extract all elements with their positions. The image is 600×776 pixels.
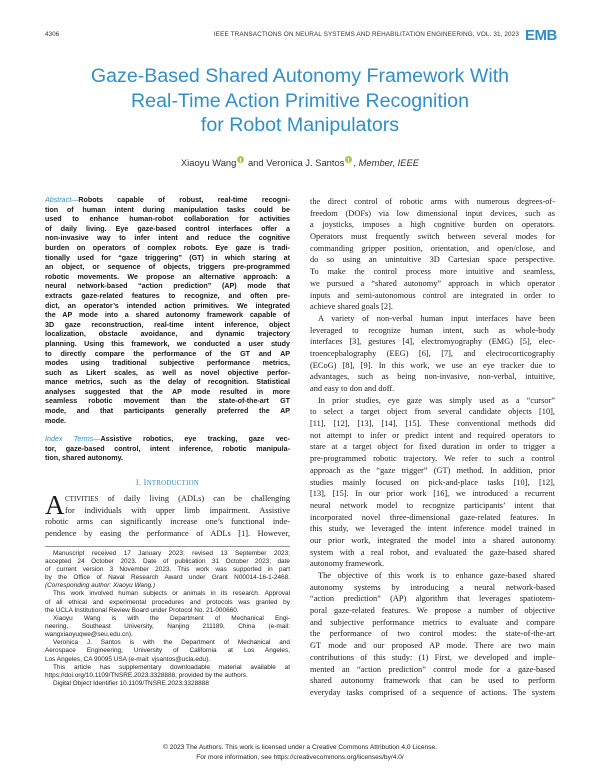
abstract-line [45, 311, 290, 321]
body-text-line [45, 493, 290, 505]
abstract-line [45, 369, 290, 379]
footnote-line: neering, Southeast University, Nanjing 211189, China (e-mail: [45, 623, 290, 631]
body-text-line: we pursued a “shared autonomy” approach in which operator [310, 278, 555, 288]
body-text-line: mented an “action prediction” control mode for a gaze-based [310, 664, 555, 674]
abstract-line [45, 321, 290, 331]
body-text-line: autonomy framework. [310, 559, 385, 569]
license-line: © 2023 The Authors. This work is licensed under a Creative Commons Attribution 4.0 License. [162, 744, 437, 751]
body-text-line: autonomy systems by introducing a neural network-based [310, 582, 555, 592]
footnote-line: This work involved human subjects or animals in its research. Approval [53, 590, 290, 598]
body-text-line: our prior work, integrated the model into a shared autonomy [310, 535, 555, 545]
abstract-text: planning. Using this framework, we conducted a user study [45, 339, 290, 348]
body-text-line: neural network model to recognize participants’ intent that [310, 500, 555, 510]
abstract-line [45, 340, 290, 350]
abstract-text: to directly compare the performance of the GT and AP [45, 349, 290, 358]
index-terms-text: tor, gaze-based control, intent inference, robotic manipula- [45, 444, 290, 453]
title-line: Real-Time Action Primitive Recognition [131, 89, 469, 112]
orcid-icon[interactable] [345, 156, 352, 163]
abstract-line [45, 254, 290, 264]
abstract-line [45, 263, 290, 273]
body-text-line: freedom (DOFs) via low dimensional input devices, such as [310, 208, 555, 218]
logo-text: EMB [525, 27, 557, 44]
body-text-line: do so using an unintuitive 3D Cartesian space perspective. [310, 255, 555, 265]
body-text-line: GT mode and our proposed AP mode. There are two main [310, 641, 555, 651]
abstract-label: Abstract— [45, 196, 79, 204]
body-text-line: everyday tasks comprised of a sequence of actions. The system [310, 687, 555, 697]
footnote-divider [45, 546, 290, 547]
abstract-text: mode, and that participants generally preferred the AP [45, 407, 290, 416]
abstract-text: Robots capable of robust, real-time recogni- [78, 196, 290, 204]
section-title-rest: NTRODUCTION [146, 480, 200, 488]
running-header [45, 27, 557, 44]
index-terms-line [45, 435, 290, 445]
body-text-line: system with a real robot, and evaluated the gaze-based shared [310, 547, 555, 557]
body-text-line: pre-programmed robotic trajectory. We refer to such a control [310, 454, 555, 464]
body-text-line: In prior studies, eye gaze was simply used as a “cursor” [318, 395, 555, 405]
author-name: Veronica J. Santos [266, 157, 345, 168]
first-word-rest: CTIVITIES [65, 495, 99, 504]
footnote-line: https://doi.org/10.1109/TNSRE.2023.3328888, provided by the authors. [45, 671, 248, 679]
footnote-line: of current version 3 November 2023. This work was supported in part [45, 566, 290, 574]
body-text-line: poral gaze-related features. We propose a number of objective [310, 606, 555, 616]
body-text-line: leveraged to recognize human intent, such as whole-body [310, 325, 555, 335]
body-text-line: shared autonomy framework that can be used to perform [310, 676, 555, 686]
body-text-line: not attempt to infer or predict intent and required operators to [310, 430, 555, 440]
embs-logo [525, 27, 555, 47]
body-text-line: [13], [15]. In our prior work [16], we introduced a recurrent [310, 489, 555, 499]
section-numeral: I. [135, 478, 142, 488]
body-text: for individuals with upper limb impairment. Assistive [65, 505, 290, 515]
footnote-line: Los Angeles, CA 90095 USA (e-mail: vjsantos@ucla.edu). [45, 655, 211, 663]
footnote-line: Manuscript received 17 January 2023; revised 13 September 2023; [53, 549, 290, 557]
abstract-line [45, 359, 290, 369]
journal-name: IEEE TRANSACTIONS ON NEURAL SYSTEMS AND REHABILITATION ENGINEERING, VOL. 31, 2023 [213, 31, 519, 38]
index-terms-text: tion, shared autonomy. [45, 454, 124, 463]
body-text-line: commanding gripper position, orientation, and open/close, and [310, 243, 555, 253]
body-text-line: to select a target object from several candidate objects [10], [310, 407, 555, 417]
abstract-text: such as Likert scales, as well as novel objective perfor- [45, 368, 290, 377]
body-text-line: studies mainly focused on pick-and-place tasks [10], [12], [310, 477, 555, 487]
footnote-line: Veronica J. Santos is with the Department of Mechanical and [53, 639, 290, 647]
index-terms-line [45, 454, 290, 464]
author-membership: Member, IEEE [358, 157, 420, 168]
body-text-line: and easy to don and doff. [310, 384, 395, 393]
intro-paragraph [45, 490, 290, 540]
abstract-line [45, 350, 290, 360]
left-column [45, 196, 290, 688]
body-text-line: approach as the “gaze trigger” (GT) method. In addition, prior [310, 465, 555, 475]
abstract-line [45, 388, 290, 398]
page-number: 4306 [45, 31, 60, 38]
abstract-line [45, 397, 290, 407]
footnote-line: Digital Object Identifier 10.1109/TNSRE.2023.3328888 [53, 680, 209, 688]
abstract-line [45, 417, 290, 427]
author-conjunction: and [247, 157, 264, 168]
footnote-line: Aerospace Engineering, University of California at Los Angeles, [45, 647, 290, 655]
abstract-line [45, 282, 290, 292]
footnote-line: This article has supplementary downloadable material available at [53, 663, 290, 671]
section-heading [45, 478, 290, 487]
body-text-line: “action prediction” (AP) algorithm that leverages spatiotem- [310, 594, 555, 604]
abstract-line [45, 407, 290, 417]
abstract-text: of daily living. Eye gaze-based control interfaces offer a [45, 224, 290, 233]
abstract [45, 196, 290, 426]
abstract-line [45, 196, 290, 206]
footnote-line: of all ethical and experimental procedures and protocols was granted by [45, 598, 290, 606]
abstract-line [45, 206, 290, 216]
abstract-line [45, 234, 290, 244]
body-text-line: troencephalography (EEG) [6], [7], and electrocorticography [310, 348, 555, 358]
abstract-text: dict, an operator’s intended action primitives. We integrated [45, 301, 290, 310]
footnote-line: accepted 24 October 2023. Date of publication 31 October 2023; date [45, 557, 290, 565]
index-terms [45, 435, 290, 464]
body-text-line: stare at a target object for fixed duration in order to trigger a [310, 442, 555, 452]
body-text: robotic arms can significantly increase one’s functional inde- [45, 517, 290, 527]
footnote-line: (Corresponding author: Xiaoyu Wang.) [45, 582, 156, 590]
footnote-line: Xiaoyu Wang is with the Department of Mechanical Engi- [53, 614, 290, 622]
body-text-line: incorporated novel three-dimensional gaze-related features. In [310, 512, 555, 522]
drop-cap: A [45, 490, 65, 521]
abstract-line [45, 225, 290, 235]
abstract-text: non-invasive way to infer intent and reduce the cognitive [45, 234, 290, 243]
abstract-line [45, 215, 290, 225]
abstract-line [45, 244, 290, 254]
body-text-line: and subjective performance metrics to evaluate and compare [310, 617, 555, 627]
footnote-line: by the Office of Naval Research Award under Grant N00014-16-1-2468. [45, 574, 290, 582]
index-terms-label: Index Terms— [45, 435, 101, 444]
abstract-text: burden on operators of complex robots. Eye gaze is tradi- [45, 243, 290, 252]
author-name: Xiaoyu Wang [180, 157, 237, 168]
footnote-line: the UCLA Institutional Review Board under Protocol No. 21-000660. [45, 606, 239, 614]
abstract-text: mode. [45, 416, 67, 425]
title-line: for Robot Manipulators [200, 114, 400, 136]
abstract-text: extracts gaze-related features to recognize, and often pre- [45, 291, 290, 300]
author-line: Xiaoyu Wang and Veronica J. Santos , Member, IEEE [180, 157, 420, 168]
abstract-text: modes using traditional subjective performance metrics, [45, 359, 290, 368]
abstract-text: localization, obstacle avoidance, and dynamic trajectory [45, 330, 290, 339]
body-text-line: advantages, such as being non-invasive, non-verbal, intuitive, [310, 372, 555, 382]
abstract-line [45, 292, 290, 302]
license-link-line[interactable]: For more information, see https://creativecommons.org/licenses/by/4.0/ [196, 754, 404, 761]
abstract-text: robotic movements. We propose an alternative approach: a [45, 272, 290, 281]
body-text-line: The objective of this work is to enhance gaze-based shared [318, 571, 555, 580]
abstract-line [45, 330, 290, 340]
body-text-line: inputs and semi-autonomous control are integrated in order to [310, 290, 555, 300]
body-text-line: A variety of non-verbal human input interfaces have been [318, 313, 555, 323]
abstract-text: tion of human intent during manipulation tasks could be [45, 205, 290, 214]
body-text-line: the direct control of robotic arms with numerous degrees-of- [310, 197, 555, 206]
body-text-line: the performance of two control modes: the state-of-the-art [310, 629, 555, 639]
license-footer [0, 743, 600, 763]
abstract-text: mance metrics, such as the delay of recognition. Statistical [45, 378, 290, 387]
body-text-line: interfaces [3], gestures [4], electromyography (EMG) [5], elec- [310, 337, 555, 347]
abstract-line [45, 302, 290, 312]
body-text-line [45, 528, 290, 540]
right-column [310, 196, 555, 699]
index-terms-text: Assistive robotics, eye tracking, gaze vec- [100, 435, 290, 444]
title-line: Gaze-Based Shared Autonomy Framework With [90, 65, 510, 87]
abstract-text: seamless robotic movement than the state-of-the-art GT [45, 397, 290, 406]
body-text-line: To make the control process more intuitive and seamless, [310, 267, 555, 277]
abstract-line [45, 273, 290, 283]
abstract-text: tionally used for “gaze triggering” (GT) in which staring at [45, 253, 290, 262]
footnotes [45, 550, 290, 688]
abstract-text: analyses suggested that the AP mode resulted in more [45, 387, 290, 396]
abstract-text: used to enhance human-robot collaboration for activities [45, 215, 290, 224]
body-text-line: achieve shared goals [2]. [310, 302, 393, 312]
body-text: of daily living (ADLs) can be challenging [98, 494, 290, 504]
orcid-icon[interactable] [237, 156, 244, 163]
body-text-line [45, 516, 290, 528]
body-text-line: Operators must frequently switch between several modes for [310, 232, 555, 242]
footnote-line: wangxiaoyuqwe@seu.edu.cn). [45, 631, 133, 639]
paper-title [40, 64, 560, 138]
abstract-line [45, 378, 290, 388]
abstract-text: 3D gaze reconstruction, real-time intent inference, object [45, 320, 290, 329]
abstract-text: the AP mode into a shared autonomy framework capable of [45, 311, 290, 320]
body-text: pendence by easing the performance of ADLs [1]. However, [45, 529, 290, 539]
abstract-text: an object, or sequence of objects, triggers pre-programmed [45, 263, 290, 272]
body-text-line: this study, we leveraged the intent inference model trained in [310, 524, 555, 534]
abstract-text: neural network-based “action prediction” (AP) mode that [45, 282, 290, 291]
section-title-initial: I [143, 478, 147, 488]
body-text-line [45, 505, 290, 517]
index-terms-line [45, 445, 290, 455]
body-text-line: a joysticks, imposes a high cognitive burden on operators. [310, 220, 555, 230]
body-text-line: (ECoG) [8], [9]. In this work, we use an eye tracker due to [310, 360, 555, 370]
body-text-line: contributions of this study: (1) First, we developed and imple- [310, 652, 555, 662]
body-text-line: [11], [12], [13], [14], [15]. These conventional methods did [310, 419, 555, 429]
